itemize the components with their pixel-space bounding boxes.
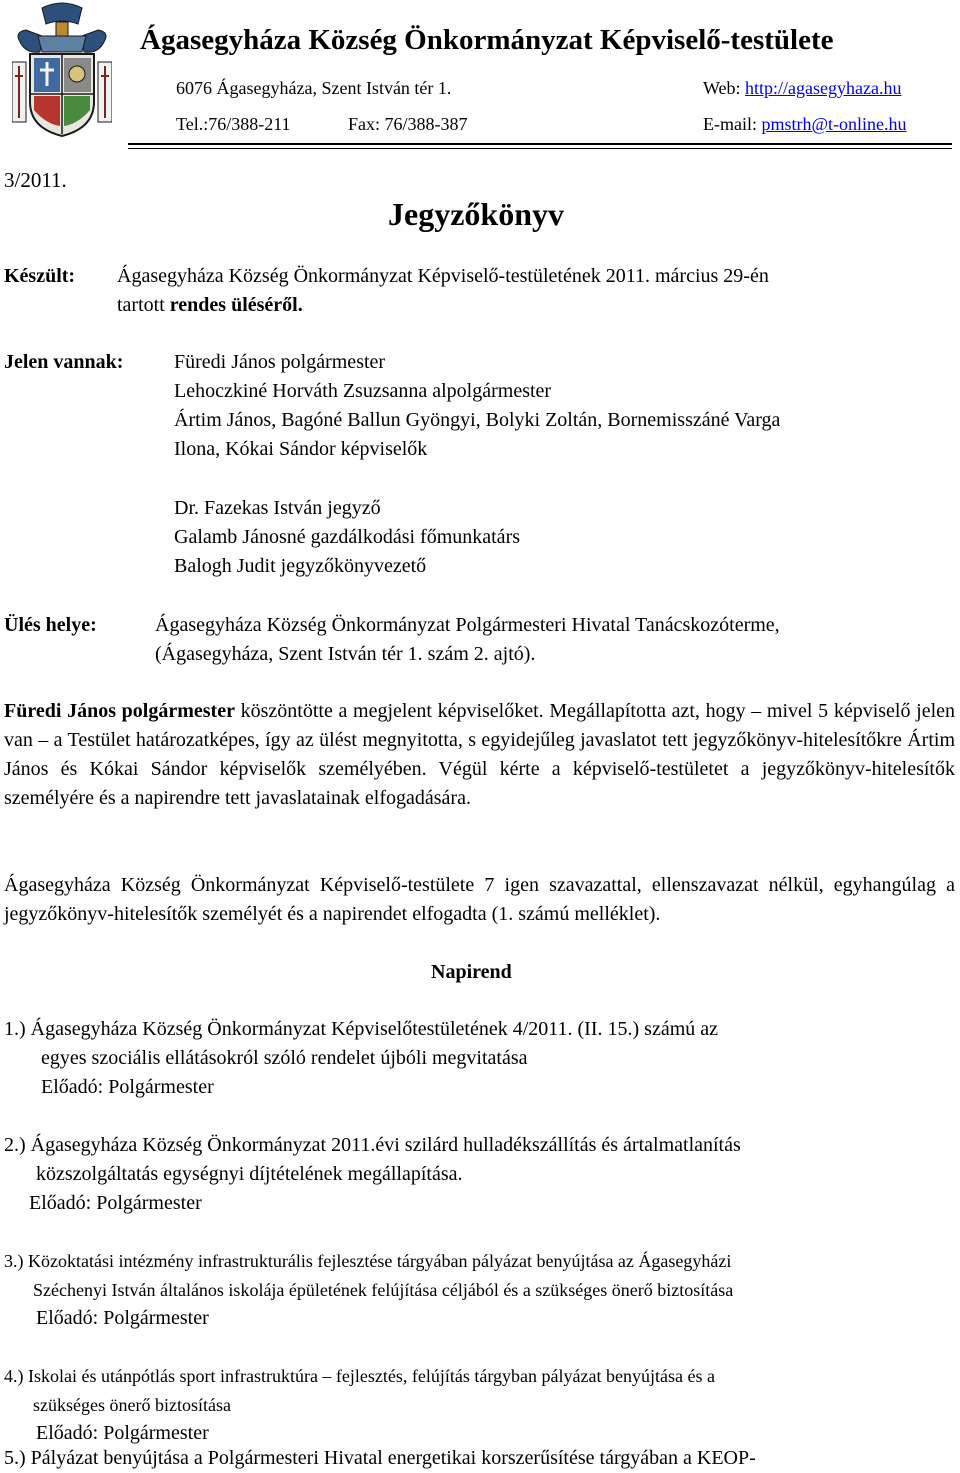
opening-paragraph — [4, 697, 955, 813]
staff-line: Galamb Jánosné gazdálkodási főmunkatárs — [174, 526, 521, 548]
attendees-label: Jelen vannak: — [4, 351, 124, 373]
agenda-item-5-line-1: 5.) Pályázat benyújtása a Polgármesteri Hivatal energetikai korszerűsítése tárgyában a KEOP- — [4, 1447, 756, 1469]
email-label: E-mail: — [703, 114, 762, 134]
agenda-item-3-line-1: 3.) Közoktatási intézmény infrastrukturális fejlesztése tárgyában pályázat benyújtása az Ágasegyházi — [4, 1251, 732, 1271]
agenda-item-4-presenter: Előadó: Polgármester — [36, 1422, 209, 1444]
agenda-item-4-line-1: 4.) Iskolai és utánpótlás sport infrastruktúra – fejlesztés, felújítás tárgyban pályázat benyújtása és a — [4, 1366, 715, 1386]
header-divider-thin — [128, 148, 952, 149]
document-title: Jegyzőkönyv — [388, 196, 564, 232]
telephone: Tel.:76/388-211 — [176, 114, 291, 134]
attendee-line: Füredi János polgármester — [174, 351, 386, 373]
header-divider-thick — [128, 143, 952, 145]
agenda-item-3-line-2: Széchenyi István általános iskolája épületének felújítása céljából és a szükséges önerő biztosítása — [33, 1280, 734, 1300]
agenda-item-1-presenter: Előadó: Polgármester — [41, 1076, 214, 1098]
email-link[interactable]: pmstrh@t-online.hu — [761, 114, 907, 134]
staff-line: Balogh Judit jegyzőkönyvezető — [174, 555, 427, 577]
keszult-line-2-bold: rendes üléséről. — [169, 294, 303, 316]
keszult-line-2-text: tartott — [117, 294, 170, 316]
agenda-item-2-line-1: 2.) Ágasegyháza Község Önkormányzat 2011.évi szilárd hulladékszállítás és ártalmatlanítás — [4, 1134, 741, 1156]
opening-paragraph-text: köszöntötte a megjelent képviselőket. Megállapította azt, hogy – mivel 5 képviselő jelen van – a Testület határozatképes, így az ülést megnyitotta, s egyidejűleg javaslatot tett jegyzőkönyv-hitelesítőkre Ártim János és Kókai Sándor képviselők személyében. Végül kérte a képviselő-testületet a jegyzőkönyv-hitelesítők személyére és a napirendre tett javaslatainak elfogadására. — [4, 700, 956, 809]
staff-line: Dr. Fazekas István jegyző — [174, 497, 381, 519]
agenda-item-3-presenter: Előadó: Polgármester — [36, 1307, 209, 1329]
agenda-item-2-line-2: közszolgáltatás egységnyi díjtételének megállapítása. — [36, 1163, 463, 1185]
keszult-line-2 — [117, 291, 303, 320]
location-line-1: Ágasegyháza Község Önkormányzat Polgármesteri Hivatal Tanácskozóterme, — [155, 614, 780, 636]
keszult-label: Készült: — [4, 265, 76, 287]
agenda-item-1-line-1: 1.) Ágasegyháza Község Önkormányzat Képviselőtestületének 4/2011. (II. 15.) számú az — [4, 1018, 719, 1040]
keszult-line-1: Ágasegyháza Község Önkormányzat Képviselő-testületének 2011. március 29-én — [117, 265, 769, 287]
attendee-line: Lehoczkiné Horváth Zsuzsanna alpolgármester — [174, 380, 552, 402]
website-link[interactable]: http://agasegyhaza.hu — [745, 78, 902, 98]
attendee-line: Ártim János, Bagóné Ballun Gyöngyi, Bolyki Zoltán, Bornemisszáné Varga — [174, 409, 781, 431]
coat-of-arms-logo — [12, 2, 112, 138]
agenda-item-4-line-2: szükséges önerő biztosítása — [33, 1395, 231, 1415]
agenda-item-1-line-2: egyes szociális ellátásokról szóló rendelet újbóli megvitatása — [41, 1047, 528, 1069]
resolution-paragraph: Ágasegyháza Község Önkormányzat Képviselő-testülete 7 igen szavazattal, ellenszavazat nélkül, egyhangúlag a jegyzőkönyv-hitelesítők személyét és a napirendet elfogadta (1. számú melléklet). — [4, 874, 955, 925]
fax: Fax: 76/388-387 — [348, 114, 468, 134]
location-line-2: (Ágasegyháza, Szent István tér 1. szám 2. ajtó). — [155, 643, 536, 665]
location-label: Ülés helye: — [4, 614, 97, 636]
mayor-name: Füredi János polgármester — [4, 700, 235, 722]
agenda-item-2-presenter: Előadó: Polgármester — [29, 1192, 202, 1214]
web-label: Web: — [703, 78, 746, 98]
agenda-title: Napirend — [431, 961, 512, 983]
document-number: 3/2011. — [4, 168, 67, 192]
web-line — [703, 76, 902, 100]
email-line — [703, 112, 907, 136]
council-title: Ágasegyháza Község Önkormányzat Képviselő-testülete — [140, 24, 834, 56]
council-address: 6076 Ágasegyháza, Szent István tér 1. — [176, 78, 452, 98]
attendee-line: Ilona, Kókai Sándor képviselők — [174, 438, 428, 460]
